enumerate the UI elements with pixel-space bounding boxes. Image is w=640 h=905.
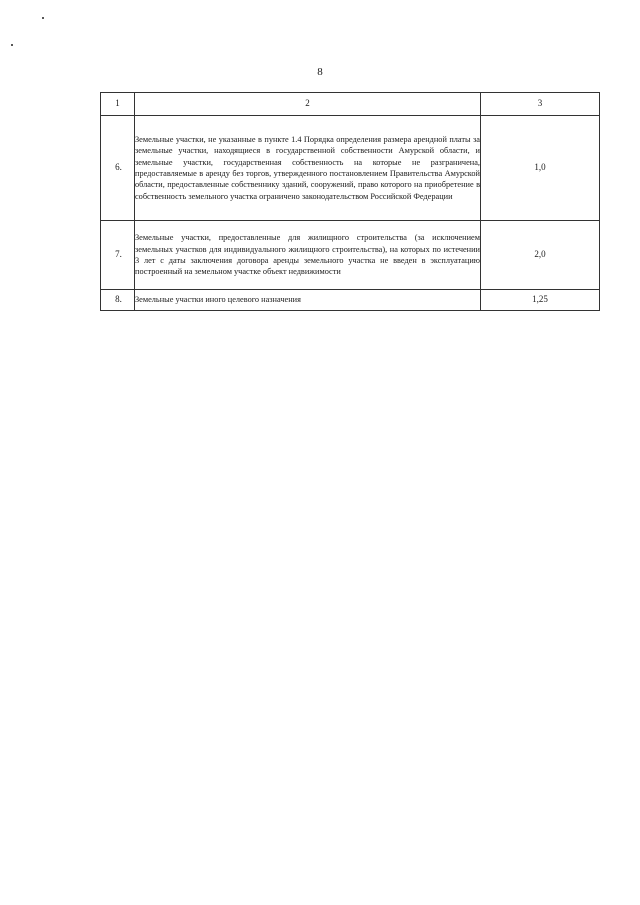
- table-row: [101, 221, 600, 290]
- row-coefficient: 1,0: [481, 116, 600, 221]
- table-row: [101, 290, 600, 311]
- column-header: 1: [101, 93, 135, 116]
- row-description: Земельные участки, не указанные в пункте 1.4 Порядка определения размера арендной платы за земельные участки, находящиеся в государственной собственности Амурской области, и земельные участки, государственная собственность на которые не разграничена, предоставляемые в аренду без торгов, утвержденного постановлением Правительства Амурской области, предоставленные собственнику зданий, сооружений, право которого на приобретение в собственность земельного участка ограничено законодательством Российской Федерации: [135, 116, 481, 221]
- row-coefficient: 1,25: [481, 290, 600, 311]
- row-coefficient: 2,0: [481, 221, 600, 290]
- column-header: 3: [481, 93, 600, 116]
- row-description: Земельные участки иного целевого назначения: [135, 290, 481, 311]
- row-number: 7.: [115, 249, 122, 260]
- scan-speck: [42, 17, 44, 19]
- page-number: 8: [317, 66, 323, 78]
- row-number: 6.: [115, 162, 122, 173]
- column-header: 2: [135, 93, 481, 116]
- row-description: Земельные участки, предоставленные для жилищного строительства (за исключением земельных участков для индивидуального жилищного строительства), на которых по истечении 3 лет с даты заключения договора аренды земельного участка не введен в эксплуатацию построенный на земельном участке объект недвижимости: [135, 221, 481, 290]
- table-header-row: [101, 93, 600, 116]
- row-number: 8.: [115, 294, 122, 305]
- scan-speck: [11, 44, 13, 46]
- table-row: [101, 116, 600, 221]
- coefficient-table: [100, 92, 600, 311]
